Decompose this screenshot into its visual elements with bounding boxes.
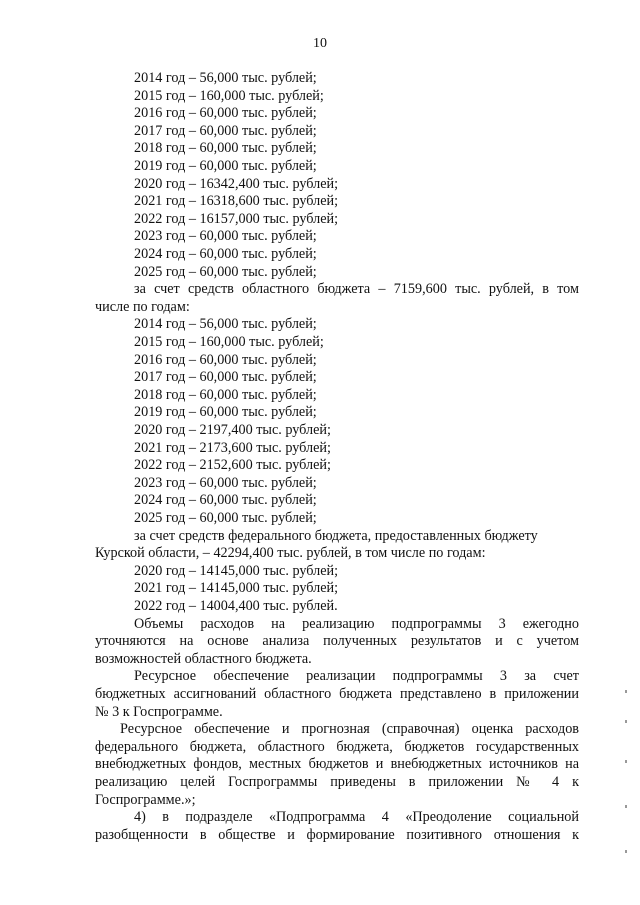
- list-b-item-2019: 2019 год – 60,000 тыс. рублей;: [134, 404, 317, 421]
- list-c-item-2020: 2020 год – 14145,000 тыс. рублей;: [134, 562, 339, 579]
- scan-edge-mark: [625, 760, 627, 763]
- list-a-item-2019: 2019 год – 60,000 тыс. рублей;: [134, 158, 317, 174]
- volumes-paragraph-line3: возможностей областного бюджета.: [95, 650, 312, 667]
- list-c-item-2022: 2022 год – 14004,400 тыс. рублей.: [134, 598, 338, 614]
- scan-edge-mark: [625, 850, 627, 853]
- list-a-item-2017: 2017 год – 60,000 тыс. рублей;: [134, 122, 317, 139]
- item4-paragraph-line2: разобщенности в обществе и формирование позитивного отношения к: [95, 826, 579, 843]
- list-b-item-2022: 2022 год – 2152,600 тыс. рублей;: [134, 457, 331, 474]
- list-a-item-2015: 2015 год – 160,000 тыс. рублей;: [134, 87, 324, 104]
- list-a-item-2025: 2025 год – 60,000 тыс. рублей;: [134, 263, 317, 280]
- list-a-item-2020: 2020 год – 16342,400 тыс. рублей;: [134, 175, 339, 192]
- list-b-item-2015: 2015 год – 160,000 тыс. рублей;: [134, 334, 324, 350]
- regional-budget-intro-line2: числе по годам:: [95, 298, 190, 315]
- list-b-item-2023: 2023 год – 60,000 тыс. рублей;: [134, 474, 317, 491]
- list-b-item-2024: 2024 год – 60,000 тыс. рублей;: [134, 492, 317, 509]
- forecast-paragraph-line5: Госпрограмме.»;: [95, 791, 196, 808]
- regional-budget-intro-line1: за счет средств областного бюджета – 7159,600 тыс. рублей, в том: [134, 281, 579, 298]
- list-b-item-2021: 2021 год – 2173,600 тыс. рублей;: [134, 439, 331, 456]
- forecast-paragraph-line3: внебюджетных фондов, местных бюджетов и внебюджетных источников на: [95, 756, 579, 773]
- forecast-paragraph-line4: реализацию целей Госпрограммы приведены в приложении № 4 к: [95, 774, 579, 790]
- forecast-paragraph-line2: федерального бюджета, областного бюджета, бюджетов государственных: [95, 738, 579, 755]
- list-a-item-2023: 2023 год – 60,000 тыс. рублей;: [134, 228, 317, 245]
- federal-budget-intro-line1: за счет средств федерального бюджета, предоставленных бюджету: [134, 527, 538, 544]
- item4-paragraph-line1: 4) в подразделе «Подпрограмма 4 «Преодоление социальной: [134, 809, 579, 826]
- list-b-item-2018: 2018 год – 60,000 тыс. рублей;: [134, 386, 317, 403]
- resources-paragraph-line3: № 3 к Госпрограмме.: [95, 703, 223, 720]
- resources-paragraph-line2: бюджетных ассигнований областного бюджета представлено в приложении: [95, 686, 579, 702]
- volumes-paragraph-line2: уточняются на основе анализа полученных результатов и с учетом: [95, 633, 579, 650]
- list-a-item-2016: 2016 год – 60,000 тыс. рублей;: [134, 105, 317, 122]
- list-a-item-2022: 2022 год – 16157,000 тыс. рублей;: [134, 210, 339, 227]
- scan-edge-mark: [625, 720, 627, 723]
- list-a-item-2014: 2014 год – 56,000 тыс. рублей;: [134, 70, 317, 86]
- scan-edge-mark: [625, 690, 627, 693]
- list-b-item-2014: 2014 год – 56,000 тыс. рублей;: [134, 316, 317, 333]
- list-b-item-2016: 2016 год – 60,000 тыс. рублей;: [134, 351, 317, 368]
- forecast-paragraph-line1: Ресурсное обеспечение и прогнозная (справочная) оценка расходов: [120, 721, 579, 738]
- list-b-item-2020: 2020 год – 2197,400 тыс. рублей;: [134, 422, 331, 438]
- scan-edge-mark: [625, 805, 627, 808]
- volumes-paragraph-line1: Объемы расходов на реализацию подпрограммы 3 ежегодно: [134, 615, 579, 632]
- list-c-item-2021: 2021 год – 14145,000 тыс. рублей;: [134, 580, 339, 597]
- list-a-item-2018: 2018 год – 60,000 тыс. рублей;: [134, 140, 317, 157]
- list-b-item-2017: 2017 год – 60,000 тыс. рублей;: [134, 369, 317, 386]
- federal-budget-intro-line2: Курской области, – 42294,400 тыс. рублей, в том числе по годам:: [95, 545, 486, 562]
- resources-paragraph-line1: Ресурсное обеспечение реализации подпрограммы 3 за счет: [134, 668, 579, 685]
- list-b-item-2025: 2025 год – 60,000 тыс. рублей;: [134, 510, 317, 526]
- list-a-item-2021: 2021 год – 16318,600 тыс. рублей;: [134, 193, 339, 210]
- list-a-item-2024: 2024 год – 60,000 тыс. рублей;: [134, 246, 317, 262]
- page-number: 10: [313, 36, 327, 51]
